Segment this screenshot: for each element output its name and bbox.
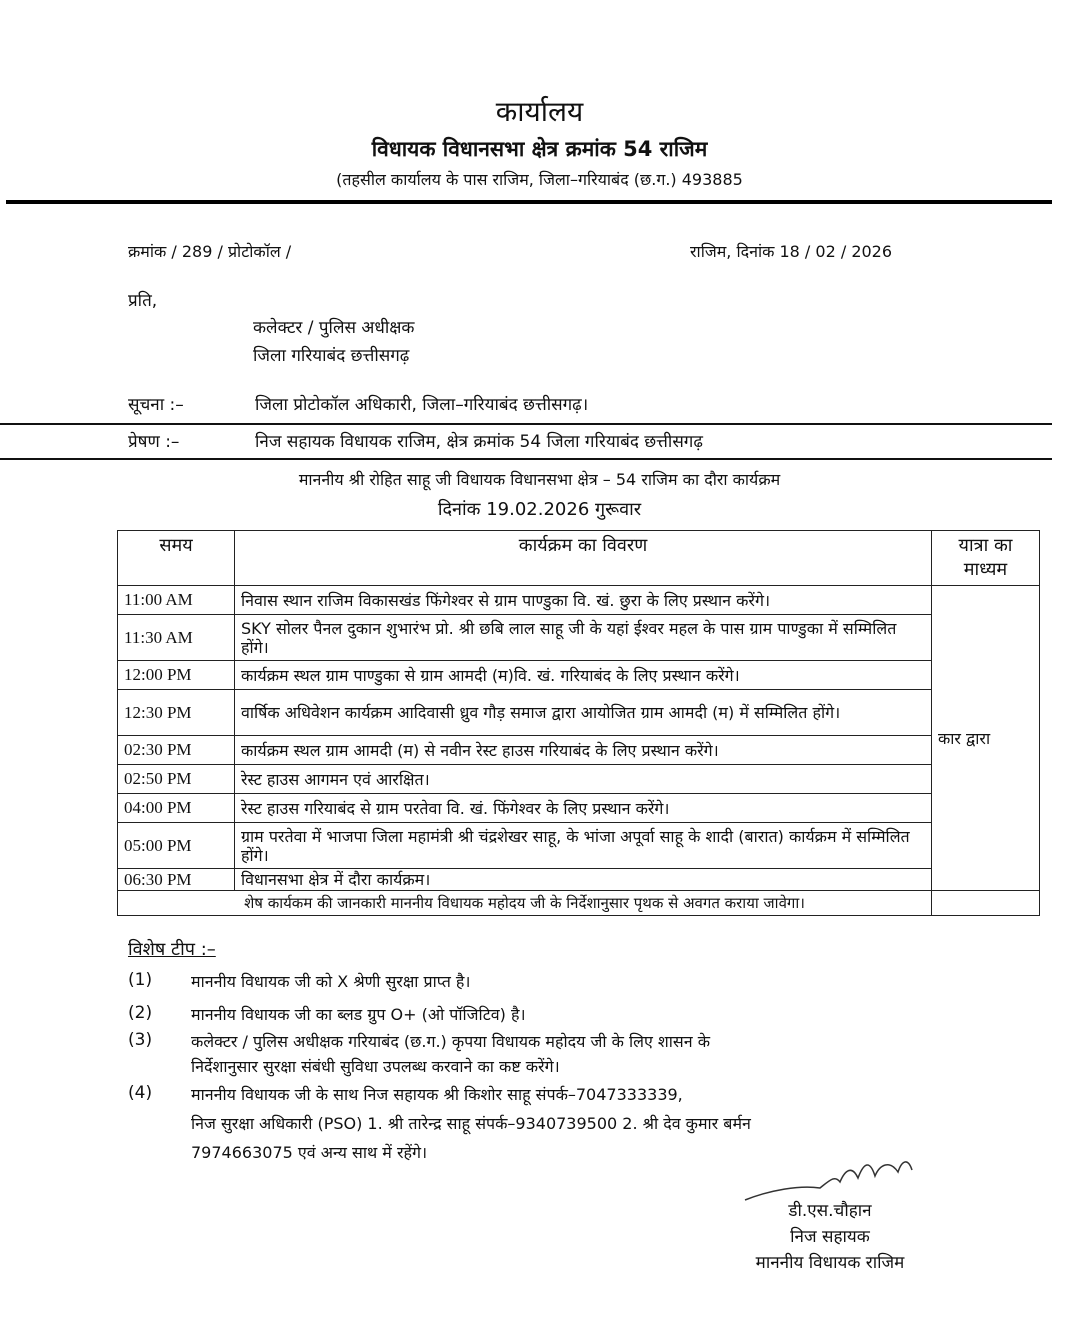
recipient-line2: जिला गरियाबंद छत्तीसगढ़ [253,346,410,366]
to-prefix: प्रति, [128,291,158,311]
note-text: निज सुरक्षा अधिकारी (PSO) 1. श्री तारेन्द्र साहू संपर्क–9340739500 2. श्री देव कुमार बर्मन [191,1114,751,1133]
row-time: 11:30 AM [118,615,235,661]
sender-label: प्रेषण :– [128,432,180,452]
table-row [118,736,1040,765]
row-time: 11:00 AM [118,586,235,615]
row-time: 12:30 PM [118,690,235,736]
recipient-line1: कलेक्टर / पुलिस अधीक्षक [253,318,415,338]
row-time: 06:30 PM [118,869,235,891]
divider-line [0,458,1052,460]
row-details: विधानसभा क्षेत्र में दौरा कार्यक्रम। [235,869,932,891]
table-row [118,794,1040,823]
sender-text: निज सहायक विधायक राजिम, क्षेत्र क्रमांक 54 जिला गरियाबंद छत्तीसगढ़ [255,432,703,452]
table-row [118,765,1040,794]
travel-mode: कार द्वारा [932,586,1040,891]
special-notes-heading: विशेष टीप :– [128,939,216,960]
table-row [118,823,1040,869]
table-header-row [118,531,1040,586]
program-date: दिनांक 19.02.2026 गुरूवार [437,499,642,520]
office-title: कार्यालय [495,95,584,128]
row-details: वार्षिक अधिवेशन कार्यक्रम आदिवासी ध्रुव गौड़ समाज द्वारा आयोजित ग्राम आमदी (म) में सम्मिलित होंगे। [235,690,932,736]
note-number: (1) [128,970,153,990]
schedule-table [117,530,1040,916]
note-number: (4) [128,1083,153,1103]
divider-line [0,423,1052,425]
footer-note: शेष कार्यकम की जानकारी माननीय विधायक महोदय जी के निर्देशानुसार पृथक से अवगत कराया जावेगा। [118,891,932,916]
row-details: SKY सोलर पैनल दुकान शुभारंभ प्रो. श्री छबि लाल साहू जी के यहां ईश्वर महल के पास ग्राम पाण्डुका में सम्मिलित होंगे। [235,615,932,661]
row-time: 05:00 PM [118,823,235,869]
table-row [118,615,1040,661]
row-details: निवास स्थान राजिम विकासखंड फिंगेश्वर से ग्राम पाण्डुका वि. खं. छुरा के लिए प्रस्थान करेंगे। [235,586,932,615]
row-details: ग्राम परतेवा में भाजपा जिला महामंत्री श्री चंद्रशेखर साहू, के भांजा अपूर्वा साहू के शादी (बारात) कार्यक्रम में सम्मिलित होंगे। [235,823,932,869]
info-text: जिला प्रोटोकॉल अधिकारी, जिला–गरियाबंद छत्तीसगढ़। [255,395,589,415]
row-details: रेस्ट हाउस गरियाबंद से ग्राम परतेवा वि. खं. फिंगेश्वर के लिए प्रस्थान करेंगे। [235,794,932,823]
info-label: सूचना :– [128,395,184,415]
table-row [118,690,1040,736]
row-details: कार्यक्रम स्थल ग्राम पाण्डुका से ग्राम आमदी (म)वि. खं. गरियाबंद के लिए प्रस्थान करेंगे। [235,661,932,690]
note-text: माननीय विधायक जी को X श्रेणी सुरक्षा प्राप्त है। [191,972,471,991]
signatory-office: माननीय विधायक राजिम [755,1253,905,1273]
header-mode: यात्रा का माध्यम [932,531,1040,586]
header-divider [6,200,1052,204]
header-details: कार्यक्रम का विवरण [235,531,932,586]
note-text: कलेक्टर / पुलिस अधीक्षक गरियाबंद (छ.ग.) कृपया विधायक महोदय जी के लिए शासन के [191,1032,710,1051]
reference-number: क्रमांक / 289 / प्रोटोकॉल / [128,242,292,261]
office-address: (तहसील कार्यालय के पास राजिम, जिला–गरियाबंद (छ.ग.) 493885 [336,170,743,189]
table-row [118,586,1040,615]
row-details: रेस्ट हाउस आगमन एवं आरक्षित। [235,765,932,794]
note-number: (3) [128,1030,153,1050]
signatory-name: डी.एस.चौहान [788,1201,872,1221]
signatory-designation: निज सहायक [790,1227,870,1247]
table-row [118,661,1040,690]
place-date: राजिम, दिनांक 18 / 02 / 2026 [690,242,893,261]
header-time: समय [118,531,235,586]
note-text: माननीय विधायक जी के साथ निज सहायक श्री किशोर साहू संपर्क–7047333339, [191,1085,683,1104]
note-text: माननीय विधायक जी का ब्लड ग्रुप O+ (ओ पॉजिटिव) है। [191,1005,526,1024]
constituency-title: विधायक विधानसभा क्षेत्र क्रमांक 54 राजिम [371,137,708,161]
row-time: 12:00 PM [118,661,235,690]
note-text: 7974663075 एवं अन्य साथ में रहेंगे। [191,1143,428,1162]
note-number: (2) [128,1003,153,1023]
note-text: निर्देशानुसार सुरक्षा संबंधी सुविधा उपलब्ध करवाने का कष्ट करेंगे। [191,1057,560,1076]
program-title: माननीय श्री रोहित साहू जी विधायक विधानसभा क्षेत्र – 54 राजिम का दौरा कार्यक्रम [298,470,781,489]
table-footer-row [118,891,1040,916]
row-time: 02:50 PM [118,765,235,794]
row-details: कार्यक्रम स्थल ग्राम आमदी (म) से नवीन रेस्ट हाउस गरियाबंद के लिए प्रस्थान करेंगे। [235,736,932,765]
row-time: 04:00 PM [118,794,235,823]
row-time: 02:30 PM [118,736,235,765]
table-row [118,869,1040,891]
